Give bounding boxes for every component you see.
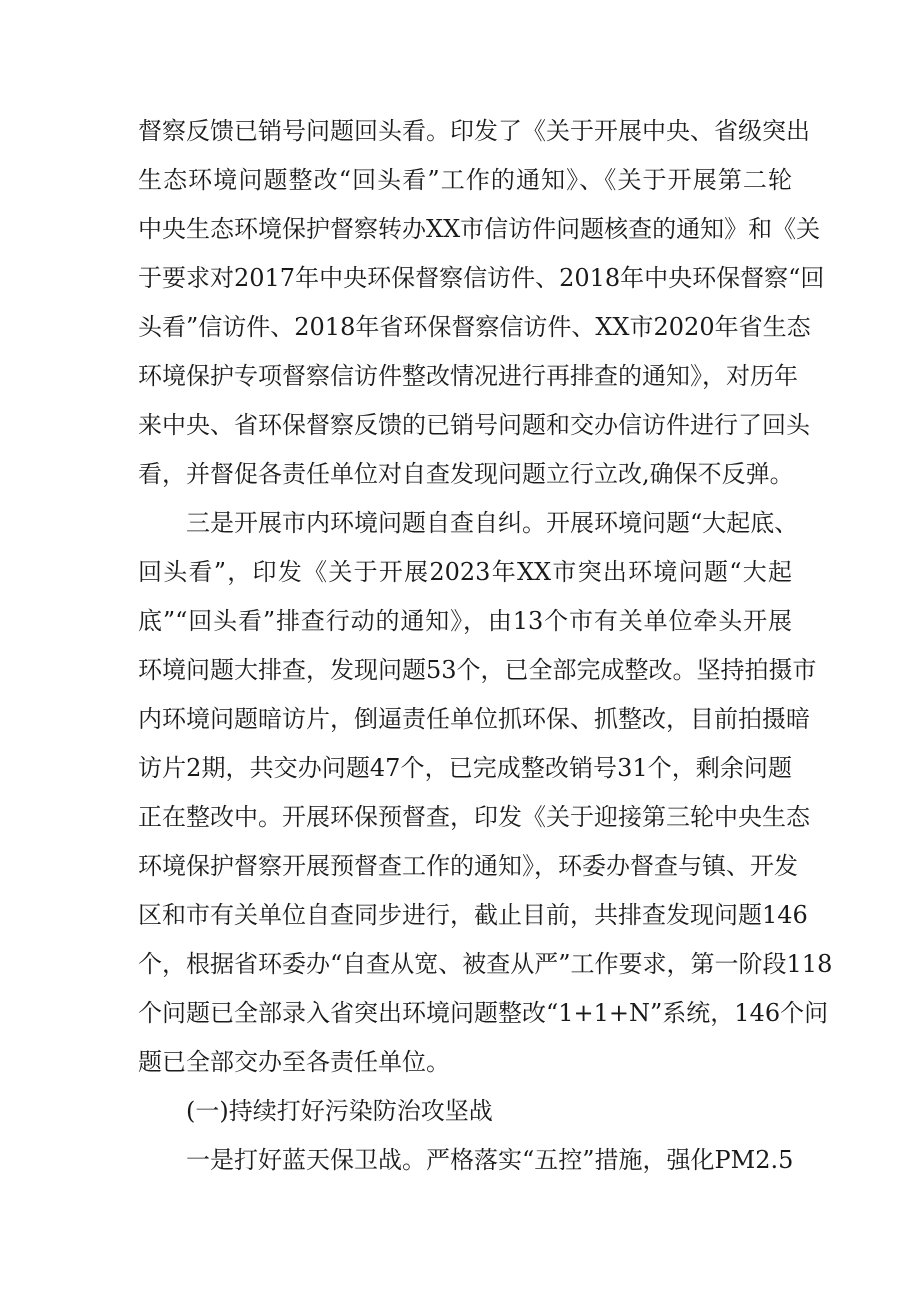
paragraph-3-line-1: 一是打好蓝天保卫战。严格落实“五控”措施，强化PM2.5: [186, 1146, 794, 1174]
paragraph-2-line-12: 题已全部交办至各责任单位。: [138, 1048, 450, 1076]
paragraph-2-line-8: 环境保护督察开展预督查工作的通知》，环委办督查与镇、开发: [138, 852, 798, 880]
paragraph-1-line-1: 督察反馈已销号问题回头看。印发了《关于开展中央、省级突出: [138, 117, 810, 145]
paragraph-2-line-7: 正在整改中。开展环保预督查，印发《关于迎接第三轮中央生态: [138, 803, 810, 831]
paragraph-2-line-1: 三是开展市内环境问题自查自纠。开展环境问题“大起底、: [186, 509, 799, 537]
paragraph-1-line-5: 头看”信访件、2018年省环保督察信访件、XX市2020年省生态: [138, 313, 811, 341]
paragraph-2-line-11: 个问题已全部录入省突出环境问题整改“1+1+N”系统，146个问: [138, 999, 829, 1027]
paragraph-2-line-6: 访片2期，共交办问题47个，已完成整改销号31个，剩余问题: [138, 754, 792, 782]
section-heading: (一)持续打好污染防治攻坚战: [186, 1097, 493, 1125]
paragraph-2-line-5: 内环境问题暗访片，倒逼责任单位抓环保、抓整改，目前拍摄暗: [138, 705, 810, 733]
paragraph-2-line-3: 底”“回头看”排查行动的通知》，由13个市有关单位牵头开展: [138, 607, 792, 635]
paragraph-1-line-8: 看，并督促各责任单位对自查发现问题立行立改,确保不反弹。: [138, 460, 794, 488]
paragraph-1-line-7: 来中央、省环保督察反馈的已销号问题和交办信访件进行了回头: [138, 411, 810, 439]
paragraph-1-line-6: 环境保护专项督察信访件整改情况进行再排查的通知》，对历年: [138, 362, 798, 390]
paragraph-2-line-4: 环境问题大排查，发现问题53个，已全部完成整改。坚持拍摄市: [138, 656, 817, 684]
paragraph-2-line-9: 区和市有关单位自查同步进行，截止目前，共排查发现问题146: [138, 901, 808, 929]
paragraph-1-line-2: 生态环境问题整改“回头看”工作的通知》、《关于开展第二轮: [138, 166, 792, 194]
paragraph-1-line-4: 于要求对2017年中央环保督察信访件、2018年中央环保督察“回: [138, 264, 825, 292]
paragraph-2-line-2: 回头看”，印发《关于开展2023年XX市突出环境问题“大起: [138, 558, 792, 586]
paragraph-1-line-3: 中央生态环境保护督察转办XX市信访件问题核查的通知》和《关: [138, 215, 821, 243]
paragraph-2-line-10: 个，根据省环委办“自查从宽、被查从严”工作要求，第一阶段118: [138, 950, 833, 978]
